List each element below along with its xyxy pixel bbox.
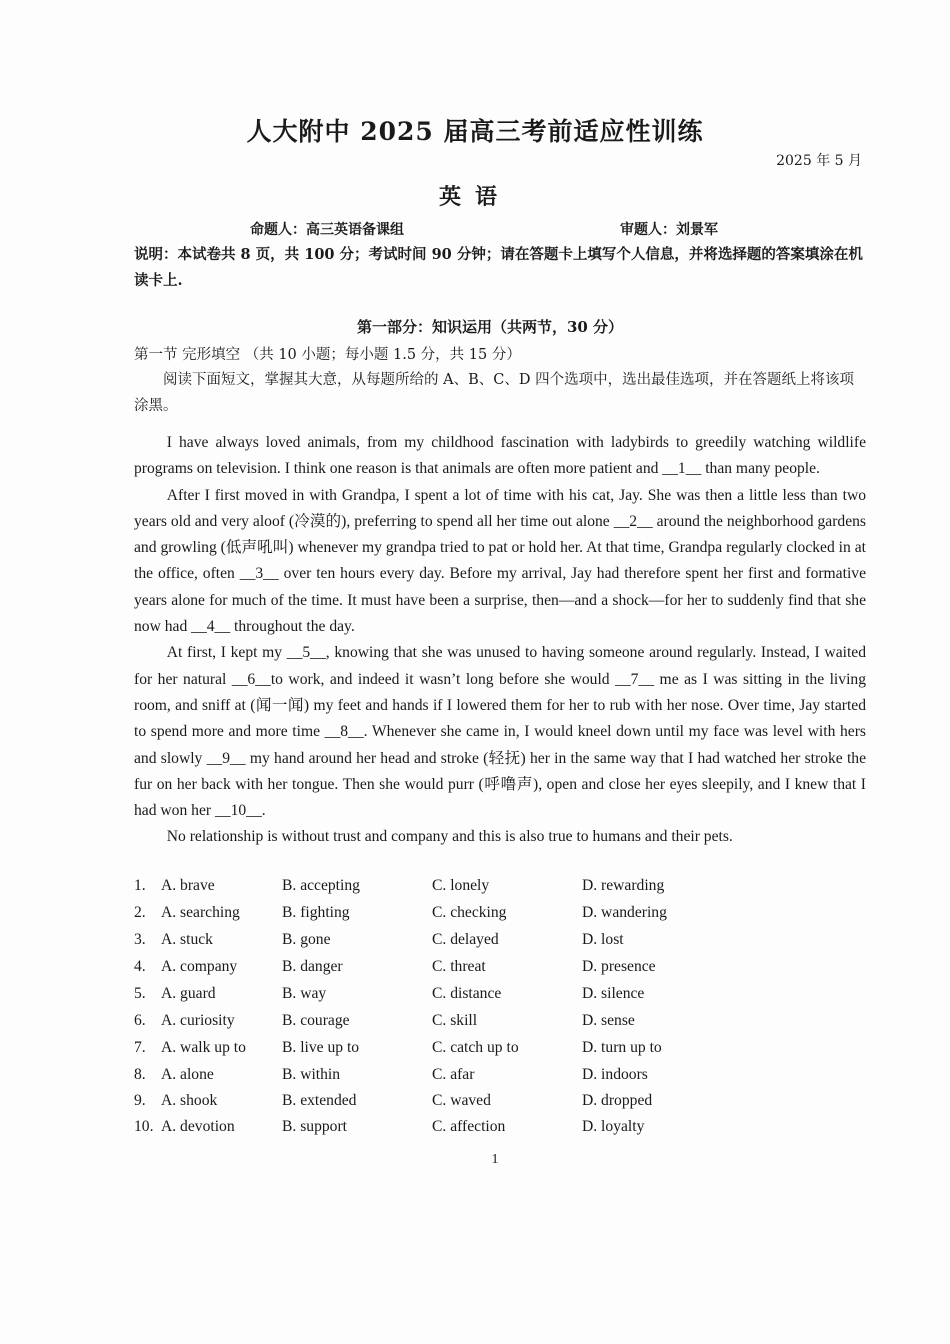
option-d: D. presence [582, 958, 656, 975]
option-b: B. accepting [282, 877, 360, 894]
option-c: C. affection [432, 1118, 506, 1135]
question-number: 4. [134, 958, 146, 975]
passage-paragraph: At first, I kept my __5__, knowing that she was unused to having someone around regularly. Instead, I waited for her natural __6__to work, and indeed it wasn’t long before she would __7__ me as I was sitting in the living room, and sniff at (闻一闻) my feet and hands if I lowered them for her to rub with her nose. Over time, Jay started to spend more and more time __8__. Whenever she came in, I would kneel down until my face was level with hers and slowly __9__ my hand around her head and stroke (轻抚) her in the same way that I had watched her stroke the fur on her back with her tongue. Then she would purr (呼噜声), open and close her eyes sleepily, and I knew that I had won her __10__. [134, 644, 866, 820]
option-c: C. checking [432, 904, 507, 921]
option-c: C. afar [432, 1066, 475, 1083]
section-instruction: 阅读下面短文，掌握其大意，从每题所给的 A、B、C、D 四个选项中，选出最佳选项，并在答题纸上将该项涂黑。 [134, 372, 855, 414]
question-row [134, 1118, 874, 1145]
question-row [134, 877, 874, 904]
question-number: 10. [134, 1118, 154, 1135]
exam-instructions-note: 说明：本试卷共 8 页，共 100 分；考试时间 90 分钟；请在答题卡上填写个人信息，并将选择题的答案填涂在机读卡上. [134, 246, 863, 289]
option-b: B. danger [282, 958, 343, 975]
cloze-passage [134, 430, 866, 851]
passage-paragraph: After I first moved in with Grandpa, I spent a lot of time with his cat, Jay. She was then a little less than two years old and very aloof (冷漠的), preferring to spend all her time out alone __2__ around the neighborhood gardens and growling (低声吼叫) whenever my grandpa tried to pat or hold her. At that time, Grandpa regularly clocked in at the office, often __3__ over ten hours every day. Before my arrival, Jay had therefore spent her first and formative years alone for much of the time. It must have been a surprise, then—and a shock—for her to suddenly find that she now had __4__ throughout the day. [134, 486, 866, 636]
passage-paragraph: No relationship is without trust and company and this is also true to humans and their pets. [166, 828, 733, 846]
option-d: D. dropped [582, 1092, 653, 1109]
exam-date: 2025 年 5 月 [776, 153, 862, 169]
option-d: D. loyalty [582, 1118, 645, 1135]
option-c: C. catch up to [432, 1039, 519, 1056]
option-c: C. threat [432, 958, 486, 975]
question-row [134, 931, 874, 958]
option-d: D. indoors [582, 1066, 648, 1083]
option-a: A. stuck [161, 931, 213, 948]
part-title: 第一部分：知识运用（共两节，30 分） [356, 318, 624, 336]
question-number: 9. [134, 1092, 146, 1109]
question-row [134, 958, 874, 985]
section-title: 第一节 完形填空 （共 10 小题；每小题 1.5 分，共 15 分） [134, 347, 521, 363]
option-b: B. live up to [282, 1039, 360, 1056]
option-d: D. rewarding [582, 877, 665, 894]
exam-title: 人大附中 2025 届高三考前适应性训练 [246, 117, 704, 146]
option-b: B. gone [282, 931, 331, 948]
subject-title: 英语 [438, 184, 511, 210]
question-row [134, 985, 874, 1012]
question-number: 3. [134, 931, 146, 948]
option-d: D. turn up to [582, 1039, 662, 1056]
question-number: 8. [134, 1066, 146, 1083]
option-d: D. wandering [582, 904, 667, 921]
option-b: B. courage [282, 1012, 350, 1029]
question-row [134, 904, 874, 931]
option-c: C. skill [432, 1012, 478, 1029]
option-a: A. searching [161, 904, 240, 921]
option-c: C. delayed [432, 931, 499, 948]
option-c: C. waved [432, 1092, 491, 1109]
option-a: A. shook [161, 1092, 218, 1109]
authors-line: 命题人：高三英语备课组 [250, 222, 404, 238]
option-c: C. distance [432, 985, 502, 1002]
option-d: D. silence [582, 985, 645, 1002]
option-d: D. sense [582, 1012, 635, 1029]
question-row [134, 1039, 874, 1066]
question-number: 2. [134, 904, 146, 921]
option-b: B. support [282, 1118, 347, 1135]
option-b: B. extended [282, 1092, 357, 1109]
option-a: A. guard [161, 985, 216, 1002]
option-c: C. lonely [432, 877, 490, 894]
option-b: B. way [282, 985, 327, 1002]
option-a: A. brave [161, 877, 215, 894]
option-a: A. curiosity [161, 1012, 235, 1029]
option-a: A. devotion [161, 1118, 235, 1135]
question-row [134, 1092, 874, 1119]
question-number: 5. [134, 985, 146, 1002]
option-a: A. walk up to [161, 1039, 246, 1056]
question-number: 6. [134, 1012, 146, 1029]
question-number: 7. [134, 1039, 146, 1056]
question-row [134, 1066, 874, 1093]
option-b: B. within [282, 1066, 341, 1083]
option-a: A. company [161, 958, 238, 975]
passage-paragraph: I have always loved animals, from my childhood fascination with ladybirds to greedily watching wildlife programs on television. I think one reason is that animals are often more patient and __1__ than many people. [134, 434, 866, 478]
question-row [134, 1012, 874, 1039]
reviewer-line: 审题人：刘景军 [620, 222, 718, 238]
option-b: B. fighting [282, 904, 350, 921]
option-a: A. alone [161, 1066, 214, 1083]
page-number: 1 [491, 1152, 499, 1167]
option-d: D. lost [582, 931, 624, 948]
question-number: 1. [134, 877, 146, 894]
